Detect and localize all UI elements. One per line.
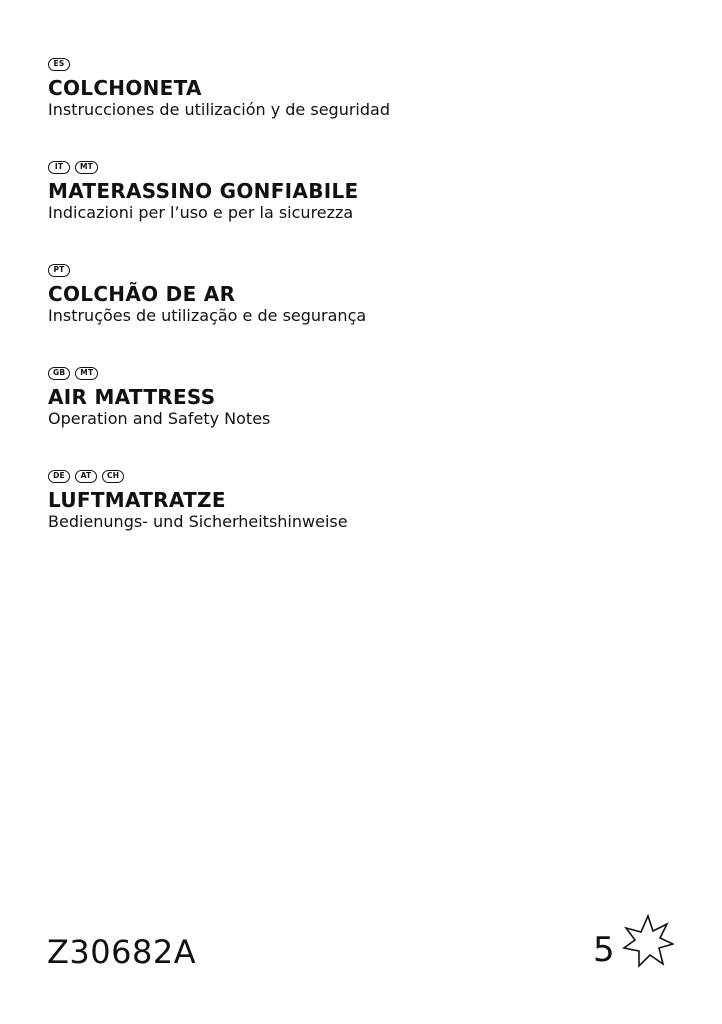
page-number: 5 xyxy=(593,930,615,970)
language-section-de xyxy=(48,469,688,532)
section-title: COLCHONETA xyxy=(48,76,202,100)
section-subtitle: Instruções de utilização e de segurança xyxy=(48,306,367,325)
section-subtitle: Bedienungs- und Sicherheitshinweise xyxy=(48,512,348,531)
country-badge-it: IT xyxy=(48,161,70,174)
country-badge-at: AT xyxy=(75,470,97,483)
model-number: Z30682A xyxy=(47,933,197,971)
country-badges xyxy=(48,57,688,71)
country-badge-es: ES xyxy=(48,58,70,71)
language-section-es xyxy=(48,57,688,120)
country-badges xyxy=(48,263,688,277)
country-badge-gb: GB xyxy=(48,367,70,380)
country-badge-pt: PT xyxy=(48,264,70,277)
language-section-gb xyxy=(48,366,688,429)
section-title: AIR MATTRESS xyxy=(48,385,216,409)
language-section-it xyxy=(48,160,688,223)
section-subtitle: Indicazioni per l’uso e per la sicurezza xyxy=(48,203,354,222)
country-badge-mt: MT xyxy=(75,367,98,380)
section-title: COLCHÃO DE AR xyxy=(48,282,236,306)
country-badges xyxy=(48,469,688,483)
country-badge-mt: MT xyxy=(75,161,98,174)
country-badges xyxy=(48,366,688,380)
section-title: LUFTMATRATZE xyxy=(48,488,226,512)
section-title: MATERASSINO GONFIABILE xyxy=(48,179,359,203)
country-badge-ch: CH xyxy=(102,470,124,483)
section-subtitle: Instrucciones de utilización y de seguridad xyxy=(48,100,390,119)
language-section-pt xyxy=(48,263,688,326)
country-badge-de: DE xyxy=(48,470,70,483)
country-badges xyxy=(48,160,688,174)
section-subtitle: Operation and Safety Notes xyxy=(48,409,271,428)
star-outline-icon xyxy=(622,914,674,968)
